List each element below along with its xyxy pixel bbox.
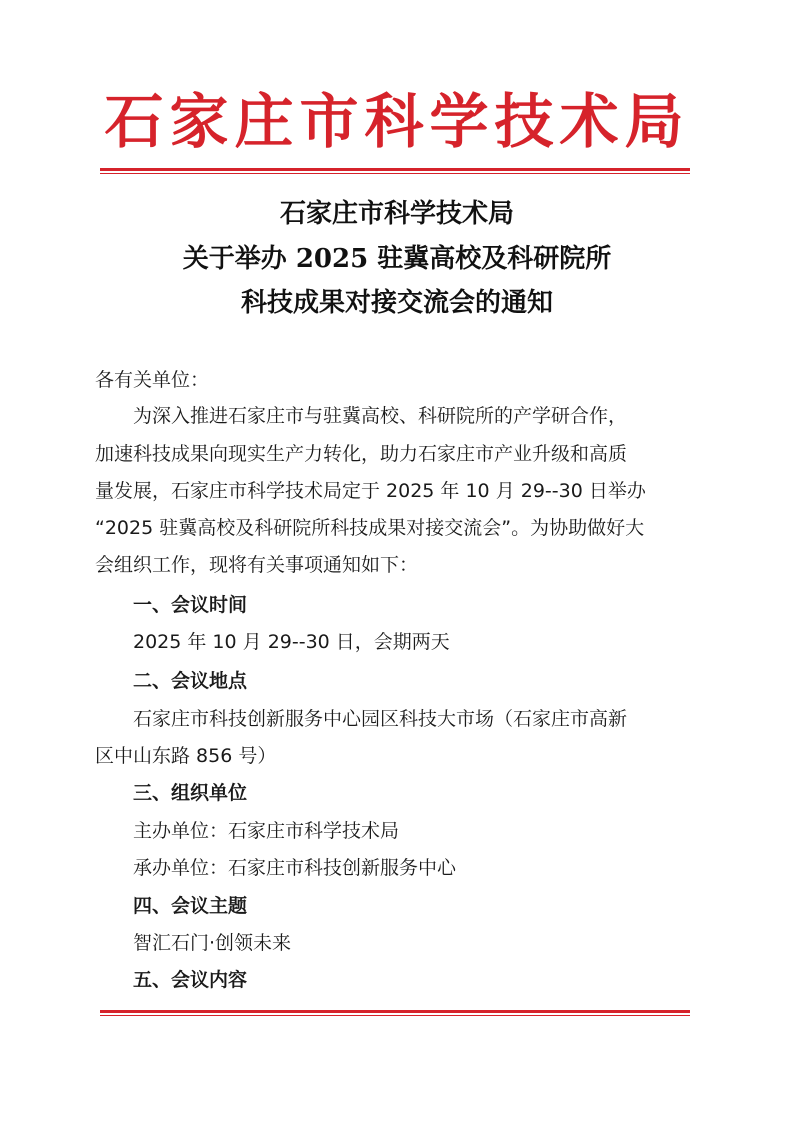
- meeting-theme-text: 智汇石门·创领未来: [133, 932, 292, 954]
- host-unit-text: 主办单位：石家庄市科学技术局: [133, 820, 400, 842]
- footer-red-rule: [100, 1010, 690, 1016]
- intro-line-1: 为深入推进石家庄市与驻冀高校、科研院所的产学研合作，: [133, 405, 628, 427]
- section-heading-content: 五、会议内容: [133, 969, 248, 991]
- rule-thick-line: [100, 1010, 690, 1013]
- section-heading-time: 一、会议时间: [133, 594, 248, 616]
- document-title-line-2: 关于举办 2025 驻冀高校及科研院所: [182, 244, 612, 274]
- rule-thin-line: [100, 1015, 690, 1016]
- section-heading-organizers: 三、组织单位: [133, 782, 248, 804]
- salutation: 各有关单位：: [95, 369, 210, 391]
- intro-line-4: “2025 驻冀高校及科研院所科技成果对接交流会”。为协助做好大: [95, 517, 645, 539]
- section-heading-theme: 四、会议主题: [133, 895, 248, 917]
- rule-thin-line: [100, 173, 690, 174]
- undertaker-unit-text: 承办单位：石家庄市科技创新服务中心: [133, 857, 457, 879]
- intro-line-5: 会组织工作，现将有关事项通知如下：: [95, 554, 419, 576]
- section-heading-venue: 二、会议地点: [133, 670, 248, 692]
- rule-thick-line: [100, 168, 690, 171]
- document-title-line-1: 石家庄市科学技术局: [279, 199, 514, 229]
- intro-line-2: 加速科技成果向现实生产力转化，助力石家庄市产业升级和高质: [95, 443, 628, 465]
- issuer-masthead: 石家庄市科学技术局: [104, 87, 690, 156]
- meeting-time-text: 2025 年 10 月 29--30 日，会期两天: [133, 631, 450, 653]
- venue-text-line-1: 石家庄市科技创新服务中心园区科技大市场（石家庄市高新: [133, 708, 628, 730]
- intro-line-3: 量发展，石家庄市科学技术局定于 2025 年 10 月 29--30 日举办: [95, 480, 646, 502]
- document-title-line-3: 科技成果对接交流会的通知: [240, 288, 553, 318]
- venue-text-line-2: 区中山东路 856 号）: [95, 745, 277, 767]
- masthead-red-rule: [100, 168, 690, 174]
